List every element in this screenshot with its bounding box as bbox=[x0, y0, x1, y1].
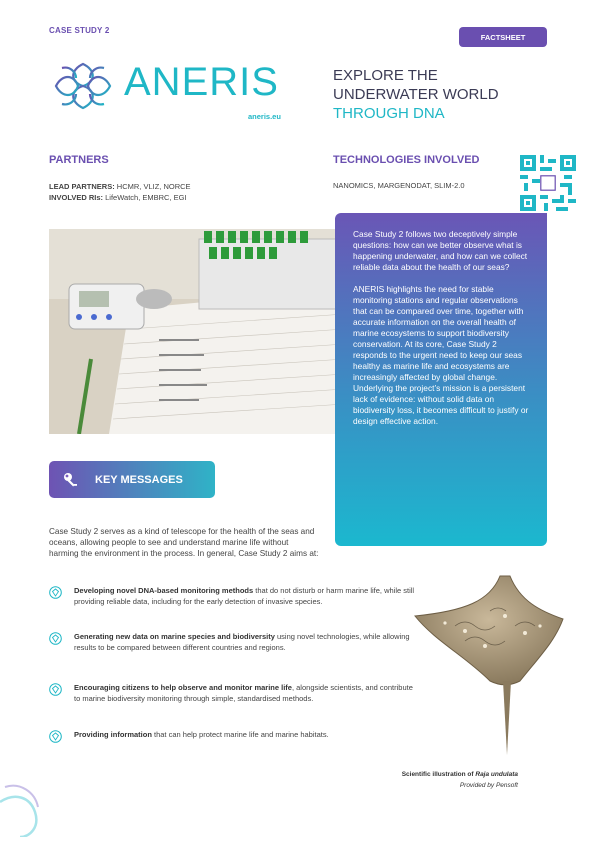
caption-species: Raja undulata bbox=[475, 771, 518, 778]
caption-prefix: Scientific illustration of bbox=[401, 771, 476, 778]
decorative-swirl-icon bbox=[0, 782, 60, 837]
headline-line-2: UNDERWATER WORLD bbox=[333, 86, 499, 103]
qr-code-icon[interactable] bbox=[520, 154, 576, 212]
summary-text bbox=[353, 229, 531, 427]
lead-partners-label: LEAD PARTNERS: bbox=[49, 182, 115, 191]
bullet-gem-icon bbox=[49, 632, 62, 645]
summary-paragraph-1: Case Study 2 follows two deceptively simple questions: how can we better observe what is happening underwater, and how can we collect reliable data about the health of our seas? bbox=[353, 229, 528, 272]
item-text: , alongside scientists, and contribute to marine biodiversity monitoring through simple, standardised methods. bbox=[74, 683, 413, 703]
partners-title: PARTNERS bbox=[49, 154, 109, 166]
technologies-value: NANOMICS, MARGENODAT, SLIM-2.0 bbox=[333, 181, 465, 190]
page-headline bbox=[333, 66, 499, 123]
bullet-gem-icon bbox=[49, 586, 62, 599]
brand-url[interactable]: aneris.eu bbox=[248, 112, 281, 121]
case-study-label: CASE STUDY 2 bbox=[49, 26, 110, 35]
list-item bbox=[49, 632, 419, 653]
key-messages-banner bbox=[49, 461, 215, 498]
item-bold: Providing information bbox=[74, 730, 152, 739]
item-bold: Developing novel DNA-based monitoring methods bbox=[74, 586, 254, 595]
involved-ris-label: INVOLVED RIs: bbox=[49, 193, 104, 202]
key-messages-intro: Case Study 2 serves as a kind of telescope for the health of the seas and oceans, allowing people to see and understand marine life without harming the environment in the process. In general, Case Study 2 aims at: bbox=[49, 527, 319, 558]
bullet-gem-icon bbox=[49, 730, 62, 743]
list-item bbox=[49, 683, 419, 704]
factsheet-badge: FACTSHEET bbox=[459, 27, 547, 47]
key-messages-title: KEY MESSAGES bbox=[95, 473, 183, 486]
ray-illustration bbox=[395, 571, 565, 756]
summary-paragraph-2: ANERIS highlights the need for stable monitoring stations and regular observations that can be compared over time, together with accurate information on the overall health of marine ecosystems to support biodiversity conservation. At its core, Case Study 2 responds to the urgent need to keep our seas healthy as marine life and ecosystems are increasingly affected by global change. Underlying the project’s mission is a persistent lack of evidence: without solid data on biodiversity loss, it becomes difficult to justify or design effective action. bbox=[353, 284, 529, 426]
involved-ris bbox=[49, 193, 187, 203]
illustration-caption bbox=[300, 771, 518, 778]
list-item bbox=[49, 730, 419, 741]
key-icon bbox=[63, 472, 79, 488]
lead-partners bbox=[49, 182, 191, 192]
aneris-logo-icon bbox=[48, 56, 118, 116]
technologies-title: TECHNOLOGIES INVOLVED bbox=[333, 154, 480, 166]
involved-ris-value: LifeWatch, EMBRC, EGI bbox=[103, 193, 187, 202]
list-item bbox=[49, 586, 419, 607]
item-text: that can help protect marine life and marine habitats. bbox=[151, 730, 329, 739]
headline-line-3: THROUGH DNA bbox=[333, 105, 445, 122]
lead-partners-value: HCMR, VLIZ, NORCE bbox=[114, 182, 191, 191]
lab-photo bbox=[49, 229, 345, 434]
item-text: that do not disturb or harm marine life, while still providing reliable data, including for the early detection of invasive species. bbox=[74, 586, 415, 606]
illustration-credit: Provided by Pensoft bbox=[459, 782, 518, 789]
headline-line-1: EXPLORE THE bbox=[333, 67, 438, 84]
item-bold: Generating new data on marine species and biodiversity bbox=[74, 632, 275, 641]
brand-name: ANERIS bbox=[124, 60, 279, 104]
item-text: using novel technologies, while allowing results to be compared between different countries and regions. bbox=[74, 632, 410, 652]
bullet-gem-icon bbox=[49, 683, 62, 696]
item-bold: Encouraging citizens to help observe and monitor marine life bbox=[74, 683, 292, 692]
